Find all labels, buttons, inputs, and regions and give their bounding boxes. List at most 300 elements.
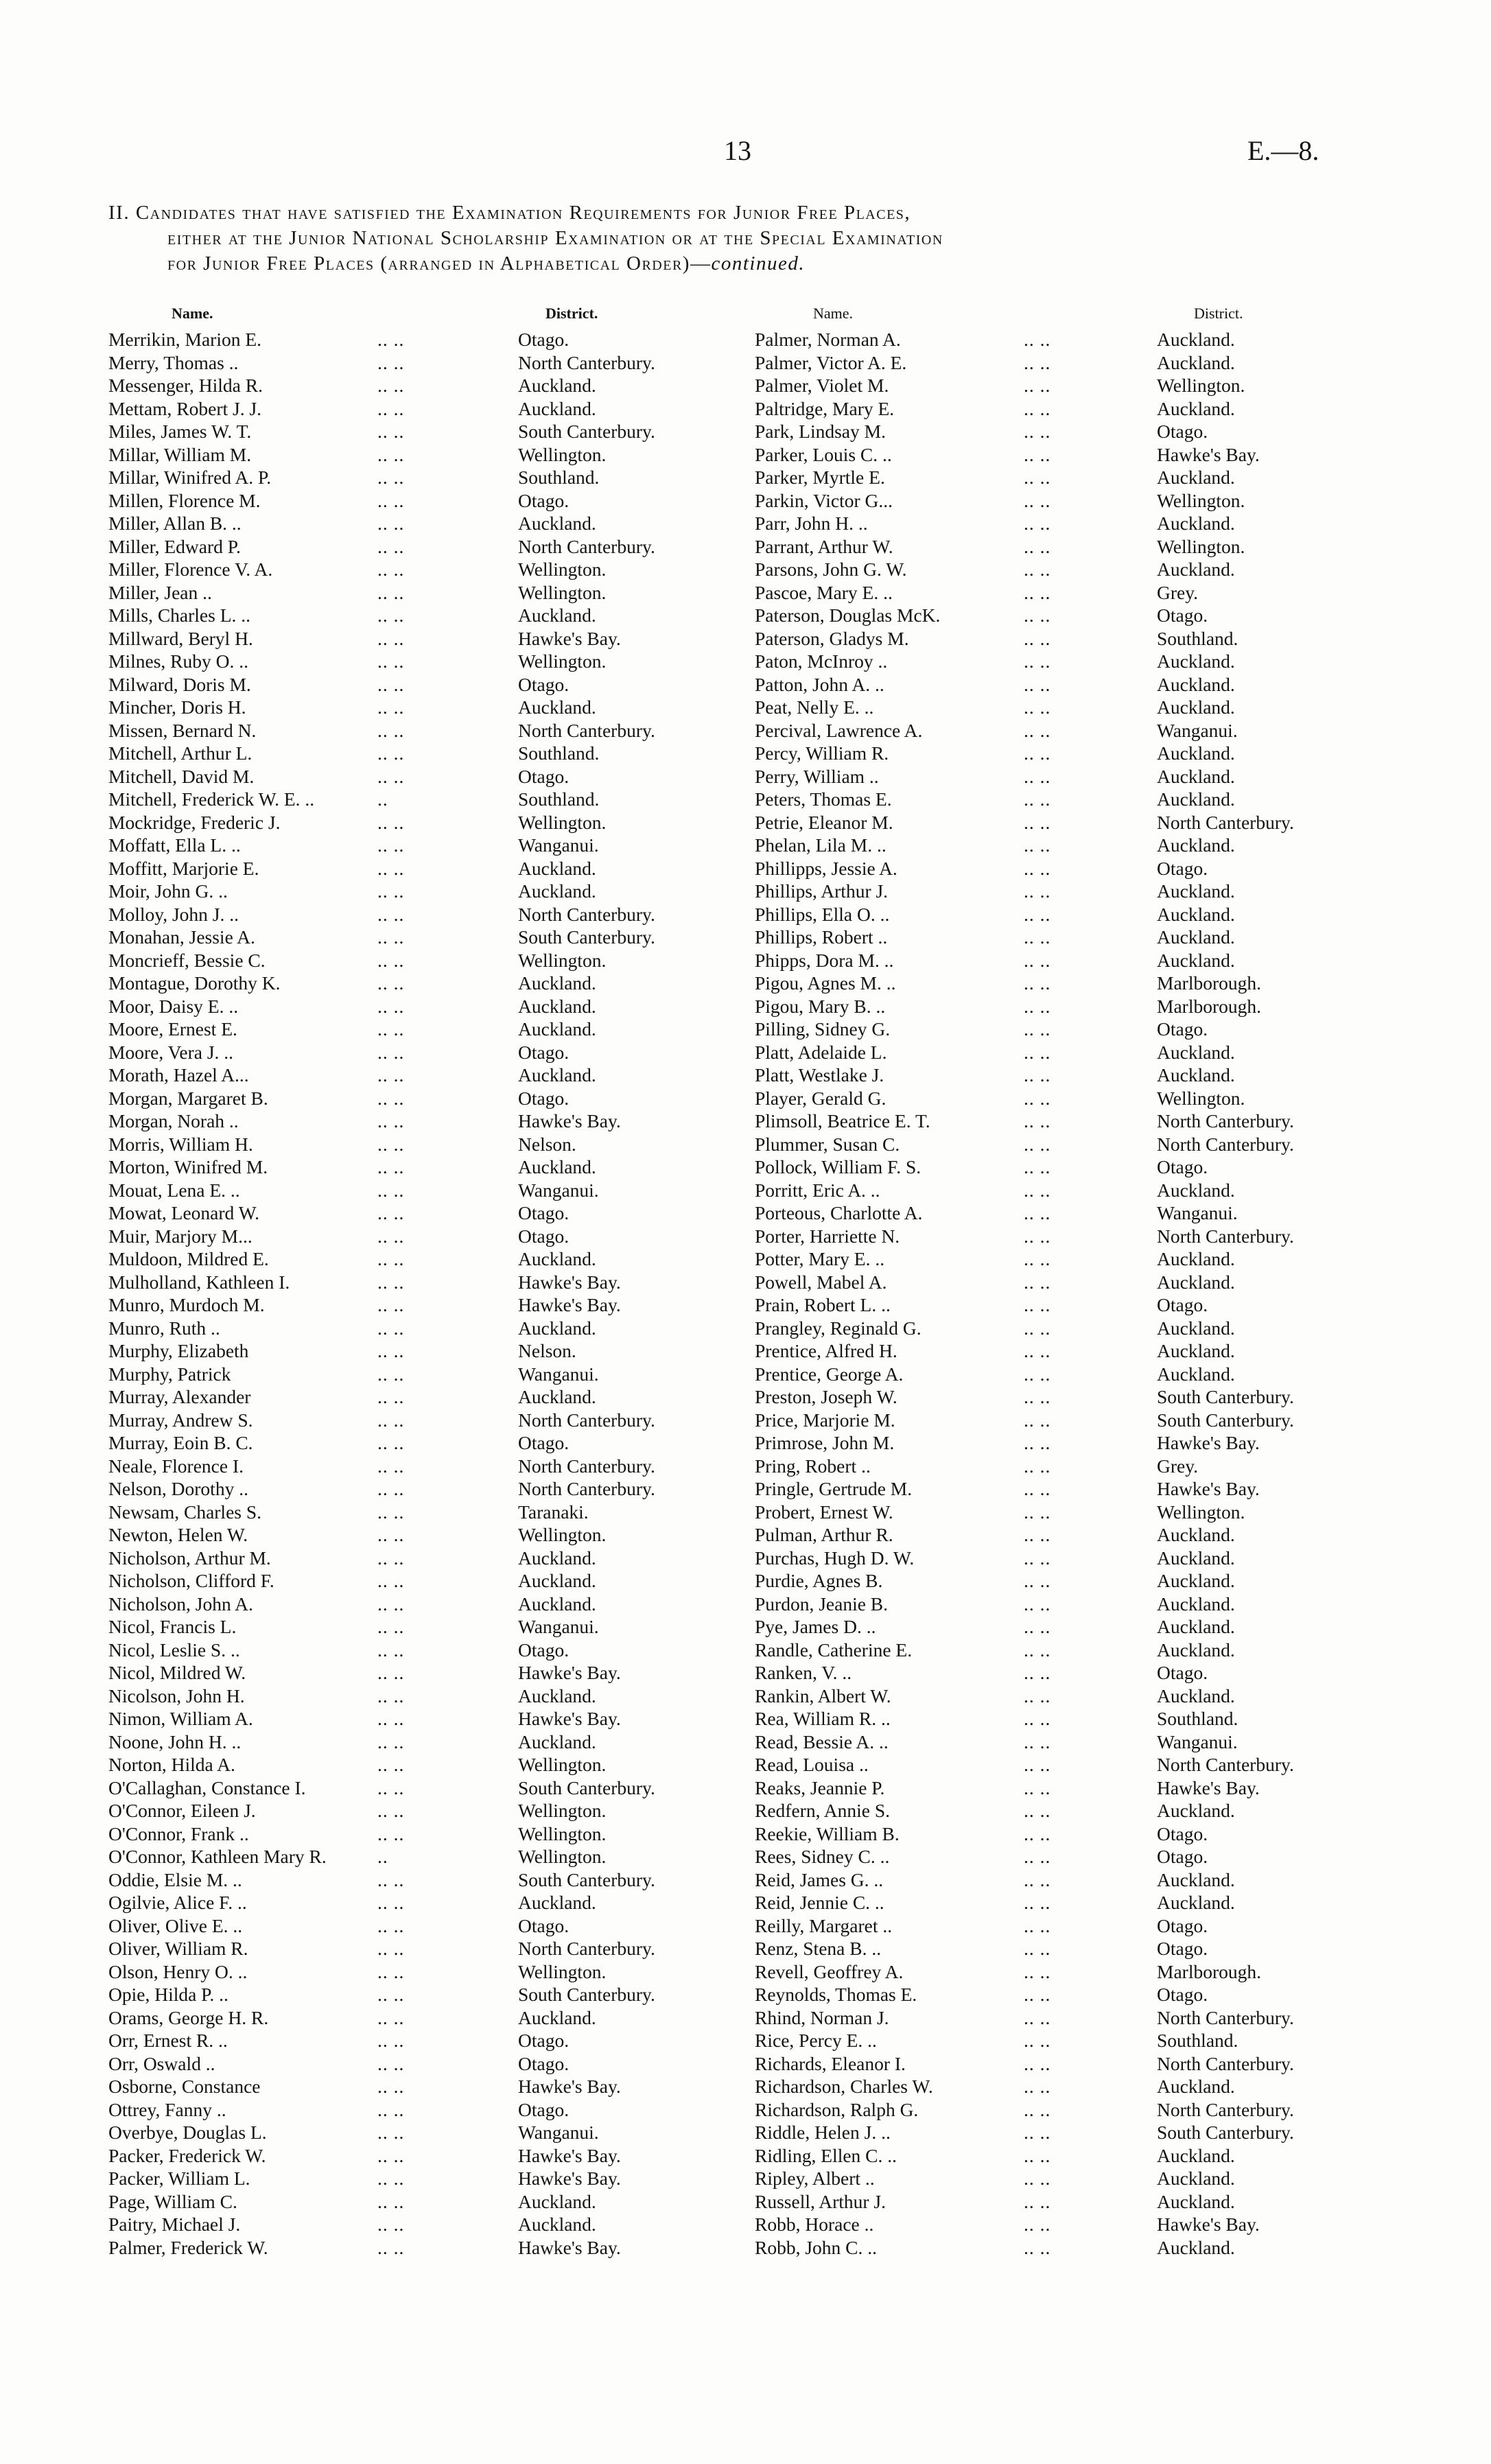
candidate-row — [755, 1201, 1386, 1225]
candidate-name: Miller, Jean .. — [108, 581, 212, 603]
candidate-name: Ottrey, Fanny .. — [108, 2098, 226, 2120]
leader-dots: .. .. — [1024, 2098, 1051, 2120]
candidate-name: Purdie, Agnes B. — [755, 1570, 883, 1591]
candidate-name: Merrikin, Marion E. — [108, 329, 262, 350]
candidate-name: Pye, James D. .. — [755, 1616, 876, 1637]
leader-dots: .. .. — [377, 765, 405, 787]
candidate-row — [755, 1064, 1386, 1087]
candidate-name: Parrant, Arthur W. — [755, 535, 893, 557]
leader-dots: .. .. — [377, 1754, 405, 1775]
candidate-name: Paterson, Gladys M. — [755, 627, 909, 649]
candidate-row — [108, 328, 726, 351]
candidate-name: Paitry, Michael J. — [108, 2214, 241, 2235]
candidate-district: Auckland. — [518, 1570, 596, 1591]
leader-dots: .. .. — [377, 1087, 405, 1109]
candidate-row — [108, 1753, 726, 1776]
candidate-district: Otago. — [1157, 857, 1208, 879]
candidate-row — [108, 1960, 726, 1984]
leader-dots: .. .. — [1024, 765, 1051, 787]
leader-dots: .. .. — [377, 2030, 405, 2051]
leader-dots: .. .. — [377, 1547, 405, 1569]
candidate-name: Newsam, Charles S. — [108, 1501, 262, 1523]
candidate-row — [755, 2167, 1386, 2190]
candidate-district: Otago. — [518, 2052, 570, 2074]
candidate-row — [755, 2190, 1386, 2214]
candidate-row — [755, 2029, 1386, 2052]
candidate-district: North Canterbury. — [1157, 1110, 1294, 1131]
candidate-row — [755, 2075, 1386, 2098]
candidate-row — [755, 972, 1386, 995]
candidate-name: Nicholson, Clifford F. — [108, 1570, 274, 1591]
candidate-district: North Canterbury. — [1157, 1225, 1294, 1247]
candidate-row — [755, 2006, 1386, 2030]
heading-line-2: either at the Junior National Scholarship Examination or at the Special Examination — [167, 227, 943, 249]
candidate-row — [108, 1110, 726, 1133]
candidate-district: Taranaki. — [518, 1501, 589, 1523]
candidate-district: Wellington. — [1157, 489, 1245, 511]
leader-dots: .. .. — [1024, 903, 1051, 925]
candidate-row — [755, 1868, 1386, 1892]
candidate-name: Miller, Allan B. .. — [108, 513, 242, 534]
leader-dots: .. .. — [377, 1960, 405, 1982]
candidate-name: Peters, Thomas E. — [755, 788, 892, 810]
candidate-row — [755, 880, 1386, 903]
candidate-name: Opie, Hilda P. .. — [108, 1984, 228, 2005]
leader-dots: .. .. — [377, 2122, 405, 2143]
leader-dots: .. .. — [377, 1501, 405, 1523]
candidate-row — [755, 397, 1386, 421]
candidate-row — [108, 581, 726, 605]
candidate-district: Wanganui. — [518, 834, 599, 856]
candidate-name: Primrose, John M. — [755, 1432, 895, 1453]
leader-dots: .. .. — [377, 1110, 405, 1131]
leader-dots: .. .. — [1024, 2168, 1051, 2189]
candidate-name: Overbye, Douglas L. — [108, 2122, 267, 2143]
candidate-name: Oliver, William R. — [108, 1938, 248, 1959]
candidate-name: Morris, William H. — [108, 1133, 253, 1155]
candidate-name: Reynolds, Thomas E. — [755, 1984, 917, 2005]
candidate-district: Auckland. — [518, 375, 596, 396]
candidate-row — [755, 2236, 1386, 2260]
leader-dots: .. .. — [377, 650, 405, 672]
leader-dots: .. .. — [1024, 1317, 1051, 1339]
leader-dots: .. .. — [377, 949, 405, 971]
candidate-district: Wellington. — [518, 949, 607, 971]
candidate-row — [108, 1685, 726, 1708]
candidate-name: Percival, Lawrence A. — [755, 719, 923, 741]
candidate-district: Otago. — [1157, 1914, 1208, 1936]
candidate-district: Auckland. — [1157, 1616, 1235, 1637]
leader-dots: .. .. — [1024, 1110, 1051, 1131]
left-name-header: Name. — [172, 305, 213, 322]
candidate-row — [755, 1293, 1386, 1317]
candidate-row — [108, 1891, 726, 1914]
candidate-name: Platt, Westlake J. — [755, 1064, 884, 1086]
candidate-row — [755, 1501, 1386, 1524]
candidate-name: Nimon, William A. — [108, 1708, 253, 1729]
candidate-row — [755, 1477, 1386, 1501]
candidate-row — [755, 1523, 1386, 1547]
candidate-name: Moore, Ernest E. — [108, 1018, 237, 1040]
candidate-row — [755, 1363, 1386, 1386]
candidate-district: Auckland. — [518, 1685, 596, 1706]
candidate-name: Pigou, Agnes M. .. — [755, 972, 896, 994]
candidate-row — [755, 811, 1386, 834]
candidate-row — [108, 880, 726, 903]
candidate-row — [755, 1018, 1386, 1041]
candidate-row — [108, 627, 726, 650]
candidate-name: Mulholland, Kathleen I. — [108, 1271, 290, 1293]
leader-dots: .. .. — [377, 880, 405, 902]
candidate-name: Mitchell, David M. — [108, 765, 255, 787]
candidate-row — [108, 1661, 726, 1685]
leader-dots: .. .. — [377, 972, 405, 994]
leader-dots: .. .. — [1024, 535, 1051, 557]
candidate-name: Miller, Florence V. A. — [108, 559, 273, 580]
candidate-name: Prangley, Reginald G. — [755, 1317, 921, 1339]
candidate-name: Phillipps, Jessie A. — [755, 857, 897, 879]
leader-dots: .. .. — [1024, 995, 1051, 1017]
page-number: 13 — [724, 135, 751, 166]
right-name-header: Name. — [813, 305, 854, 322]
candidate-district: Otago. — [518, 2098, 570, 2120]
candidate-row — [755, 857, 1386, 880]
candidate-row — [755, 995, 1386, 1018]
candidate-row — [755, 1753, 1386, 1776]
candidate-row — [755, 1431, 1386, 1455]
candidate-name: Phelan, Lila M. .. — [755, 834, 887, 856]
leader-dots: .. .. — [377, 1041, 405, 1063]
leader-dots: .. .. — [377, 696, 405, 718]
candidate-district: Auckland. — [518, 1386, 596, 1407]
candidate-district: Otago. — [1157, 1662, 1208, 1683]
candidate-district: Otago. — [1157, 1846, 1208, 1867]
candidate-name: Parkin, Victor G... — [755, 489, 893, 511]
leader-dots: .. .. — [1024, 2006, 1051, 2028]
candidate-district: Auckland. — [518, 1317, 596, 1339]
candidate-row — [755, 834, 1386, 857]
candidate-name: Reid, Jennie C. .. — [755, 1892, 884, 1913]
leader-dots: .. .. — [377, 2214, 405, 2235]
candidate-row — [108, 972, 726, 995]
candidate-name: Richards, Eleanor I. — [755, 2052, 906, 2074]
candidate-row — [108, 949, 726, 972]
candidate-name: Prentice, Alfred H. — [755, 1340, 897, 1361]
leader-dots: .. .. — [1024, 1730, 1051, 1752]
candidate-row — [108, 719, 726, 742]
leader-dots: .. .. — [377, 1363, 405, 1385]
leader-dots: .. .. — [1024, 1524, 1051, 1545]
leader-dots: .. .. — [1024, 1938, 1051, 1959]
candidate-district: Auckland. — [1157, 467, 1235, 488]
candidate-district: Hawke's Bay. — [518, 1708, 621, 1729]
candidate-row — [108, 397, 726, 421]
candidate-row — [108, 857, 726, 880]
candidate-district: Auckland. — [518, 2006, 596, 2028]
candidate-name: Price, Marjorie M. — [755, 1409, 895, 1431]
candidate-name: Mockridge, Frederic J. — [108, 811, 281, 833]
candidate-name: Richardson, Charles W. — [755, 2076, 933, 2097]
candidate-district: Wanganui. — [518, 2122, 599, 2143]
candidate-name: Mouat, Lena E. .. — [108, 1179, 240, 1201]
candidate-district: Otago. — [518, 1225, 570, 1247]
leader-dots: .. .. — [1024, 1248, 1051, 1269]
candidate-row — [108, 2121, 726, 2144]
candidate-district: Wellington. — [518, 1754, 607, 1775]
leader-dots: .. .. — [377, 1455, 405, 1477]
candidate-district: Auckland. — [1157, 1041, 1235, 1063]
candidate-row — [755, 1569, 1386, 1593]
candidate-row — [108, 1937, 726, 1960]
candidate-district: South Canterbury. — [518, 926, 655, 948]
candidate-district: Hawke's Bay. — [518, 2144, 621, 2166]
candidate-row — [755, 1317, 1386, 1340]
candidate-name: Park, Lindsay M. — [755, 421, 886, 442]
candidate-district: Auckland. — [518, 995, 596, 1017]
candidate-row — [108, 1639, 726, 1662]
candidate-row — [108, 2236, 726, 2260]
candidate-district: Auckland. — [1157, 351, 1235, 373]
candidate-district: Auckland. — [518, 1018, 596, 1040]
candidate-name: O'Connor, Frank .. — [108, 1822, 249, 1844]
candidate-district: Otago. — [1157, 1822, 1208, 1844]
candidate-district: Auckland. — [1157, 834, 1235, 856]
candidate-district: Wellington. — [518, 1846, 607, 1867]
candidate-district: Auckland. — [1157, 513, 1235, 534]
candidate-name: Morath, Hazel A... — [108, 1064, 249, 1086]
candidate-row — [108, 1133, 726, 1156]
leader-dots: .. .. — [1024, 1846, 1051, 1867]
candidate-name: Millward, Beryl H. — [108, 627, 253, 649]
candidate-name: Nicolson, John H. — [108, 1685, 245, 1706]
leader-dots: .. .. — [1024, 1386, 1051, 1407]
candidate-name: Patton, John A. .. — [755, 673, 884, 695]
candidate-row — [755, 1707, 1386, 1730]
candidate-name: Nicholson, Arthur M. — [108, 1547, 271, 1569]
candidate-name: Messenger, Hilda R. — [108, 375, 263, 396]
candidate-district: North Canterbury. — [1157, 2098, 1294, 2120]
candidate-name: Palmer, Victor A. E. — [755, 351, 907, 373]
candidate-district: Auckland. — [1157, 1892, 1235, 1913]
leader-dots: .. .. — [1024, 696, 1051, 718]
candidate-name: Murray, Alexander — [108, 1386, 251, 1407]
leader-dots: .. .. — [377, 1202, 405, 1223]
candidate-row — [108, 2052, 726, 2076]
right-candidate-list — [755, 328, 1386, 2259]
candidate-district: Otago. — [518, 329, 570, 350]
leader-dots: .. .. — [377, 1294, 405, 1315]
candidate-row — [755, 1822, 1386, 1846]
candidate-name: Porteous, Charlotte A. — [755, 1202, 923, 1223]
candidate-district: Otago. — [1157, 1156, 1208, 1177]
leader-dots: .. .. — [1024, 1363, 1051, 1385]
candidate-name: Pringle, Gertrude M. — [755, 1478, 913, 1499]
candidate-district: Auckland. — [518, 1248, 596, 1269]
leader-dots: .. .. — [1024, 1892, 1051, 1913]
candidate-district: South Canterbury. — [1157, 1386, 1294, 1407]
candidate-row — [108, 2098, 726, 2122]
candidate-row — [755, 1615, 1386, 1639]
candidate-name: Mitchell, Arthur L. — [108, 742, 253, 764]
candidate-district: Auckland. — [518, 857, 596, 879]
leader-dots: .. .. — [1024, 1064, 1051, 1086]
candidate-row — [755, 1110, 1386, 1133]
candidate-name: Miller, Edward P. — [108, 535, 241, 557]
candidate-name: Randle, Catherine E. — [755, 1639, 913, 1661]
candidate-name: Noone, John H. .. — [108, 1730, 242, 1752]
candidate-row — [755, 1547, 1386, 1570]
leader-dots: .. .. — [1024, 1133, 1051, 1155]
candidate-row — [108, 995, 726, 1018]
candidate-name: Porter, Harriette N. — [755, 1225, 900, 1247]
candidate-district: Auckland. — [518, 1593, 596, 1615]
candidate-name: Read, Louisa .. — [755, 1754, 869, 1775]
candidate-row — [755, 2052, 1386, 2076]
candidate-district: Wellington. — [518, 443, 607, 465]
leader-dots: .. .. — [1024, 581, 1051, 603]
leader-dots: .. .. — [377, 2098, 405, 2120]
candidate-name: Porritt, Eric A. .. — [755, 1179, 880, 1201]
candidate-district: North Canterbury. — [518, 719, 655, 741]
candidate-district: Auckland. — [518, 605, 596, 626]
leader-dots: .. .. — [377, 1248, 405, 1269]
leader-dots: .. .. — [377, 1822, 405, 1844]
candidate-row — [108, 2213, 726, 2236]
candidate-name: Murray, Eoin B. C. — [108, 1432, 253, 1453]
candidate-row — [108, 1225, 726, 1248]
candidate-district: Auckland. — [518, 1064, 596, 1086]
leader-dots: .. .. — [1024, 1776, 1051, 1798]
candidate-row — [108, 1271, 726, 1294]
candidate-name: Paltridge, Mary E. — [755, 397, 895, 419]
candidate-name: Reekie, William B. — [755, 1822, 900, 1844]
leader-dots: .. .. — [1024, 1984, 1051, 2005]
candidate-row — [755, 1225, 1386, 1248]
candidate-row — [108, 903, 726, 926]
candidate-row — [108, 742, 726, 765]
leader-dots: .. .. — [377, 1432, 405, 1453]
candidate-name: Nelson, Dorothy .. — [108, 1478, 248, 1499]
candidate-name: Miles, James W. T. — [108, 421, 252, 442]
candidate-district: Southland. — [1157, 2030, 1238, 2051]
candidate-district: Wanganui. — [518, 1616, 599, 1637]
leader-dots: .. .. — [377, 811, 405, 833]
candidate-row — [108, 1179, 726, 1202]
candidate-district: Otago. — [1157, 1938, 1208, 1959]
leader-dots: .. .. — [377, 1639, 405, 1661]
candidate-name: Oliver, Olive E. .. — [108, 1914, 243, 1936]
candidate-name: Nicholson, John A. — [108, 1593, 253, 1615]
candidate-name: Pollock, William F. S. — [755, 1156, 921, 1177]
candidate-row — [755, 1685, 1386, 1708]
candidate-district: Otago. — [1157, 1294, 1208, 1315]
candidate-row — [755, 788, 1386, 811]
candidate-row — [108, 765, 726, 788]
leader-dots: .. .. — [377, 1478, 405, 1499]
leader-dots: .. .. — [377, 1570, 405, 1591]
leader-dots: .. .. — [1024, 1294, 1051, 1315]
leader-dots: .. .. — [1024, 1225, 1051, 1247]
candidate-district: Auckland. — [1157, 1639, 1235, 1661]
candidate-district: Wellington. — [1157, 535, 1245, 557]
candidate-name: Moffitt, Marjorie E. — [108, 857, 259, 879]
candidate-district: Auckland. — [1157, 1547, 1235, 1569]
candidate-name: Munro, Ruth .. — [108, 1317, 220, 1339]
candidate-row — [755, 1409, 1386, 1432]
candidate-name: Parker, Myrtle E. — [755, 467, 885, 488]
leader-dots: .. .. — [377, 1616, 405, 1637]
leader-dots: .. .. — [1024, 673, 1051, 695]
candidate-name: Pascoe, Mary E. .. — [755, 581, 893, 603]
candidate-district: Wellington. — [1157, 375, 1245, 396]
candidate-district: Auckland. — [1157, 2236, 1235, 2258]
leader-dots: .. .. — [1024, 2052, 1051, 2074]
left-district-header: District. — [545, 305, 598, 322]
candidate-row — [108, 1776, 726, 1800]
candidate-row — [108, 374, 726, 397]
right-district-header: District. — [1194, 305, 1243, 322]
candidate-row — [108, 1799, 726, 1822]
candidate-name: Neale, Florence I. — [108, 1455, 244, 1477]
candidate-name: Murphy, Elizabeth — [108, 1340, 249, 1361]
candidate-district: Auckland. — [1157, 1271, 1235, 1293]
leader-dots: .. .. — [377, 1593, 405, 1615]
candidate-row — [108, 2006, 726, 2030]
leader-dots: .. .. — [1024, 329, 1051, 350]
candidate-row — [755, 1041, 1386, 1064]
candidate-name: Mettam, Robert J. J. — [108, 397, 262, 419]
candidate-row — [755, 420, 1386, 443]
leader-dots: .. .. — [1024, 2214, 1051, 2235]
candidate-district: Southland. — [518, 467, 600, 488]
candidate-row — [108, 1385, 726, 1409]
candidate-name: Potter, Mary E. .. — [755, 1248, 885, 1269]
candidate-district: Otago. — [518, 765, 570, 787]
candidate-row — [755, 558, 1386, 581]
candidate-row — [108, 1822, 726, 1846]
leader-dots: .. .. — [1024, 719, 1051, 741]
candidate-district: Auckland. — [1157, 926, 1235, 948]
candidate-name: Pigou, Mary B. .. — [755, 995, 886, 1017]
candidate-name: Read, Bessie A. .. — [755, 1730, 889, 1752]
candidate-name: Purchas, Hugh D. W. — [755, 1547, 915, 1569]
leader-dots: .. .. — [377, 605, 405, 626]
leader-dots: .. .. — [1024, 857, 1051, 879]
candidate-row — [755, 1776, 1386, 1800]
leader-dots: .. .. — [1024, 1708, 1051, 1729]
candidate-name: Parker, Louis C. .. — [755, 443, 892, 465]
candidate-name: Parsons, John G. W. — [755, 559, 907, 580]
candidate-name: Orams, George H. R. — [108, 2006, 269, 2028]
candidate-name: Plimsoll, Beatrice E. T. — [755, 1110, 930, 1131]
document-code: E.—8. — [1247, 135, 1319, 166]
candidate-row — [755, 742, 1386, 765]
candidate-name: Platt, Adelaide L. — [755, 1041, 887, 1063]
candidate-row — [755, 1983, 1386, 2006]
candidate-name: Prentice, George A. — [755, 1363, 904, 1385]
candidate-name: Prain, Robert L. .. — [755, 1294, 891, 1315]
leader-dots: .. .. — [1024, 1041, 1051, 1063]
leader-dots: .. .. — [1024, 1271, 1051, 1293]
candidate-name: Muldoon, Mildred E. — [108, 1248, 269, 1269]
leader-dots: .. .. — [377, 1409, 405, 1431]
candidate-name: Orr, Oswald .. — [108, 2052, 215, 2074]
candidate-name: O'Connor, Kathleen Mary R. — [108, 1846, 327, 1867]
candidate-district: Otago. — [1157, 605, 1208, 626]
candidate-district: Southland. — [518, 788, 600, 810]
leader-dots: .. .. — [1024, 2030, 1051, 2051]
leader-dots: .. .. — [1024, 1662, 1051, 1683]
